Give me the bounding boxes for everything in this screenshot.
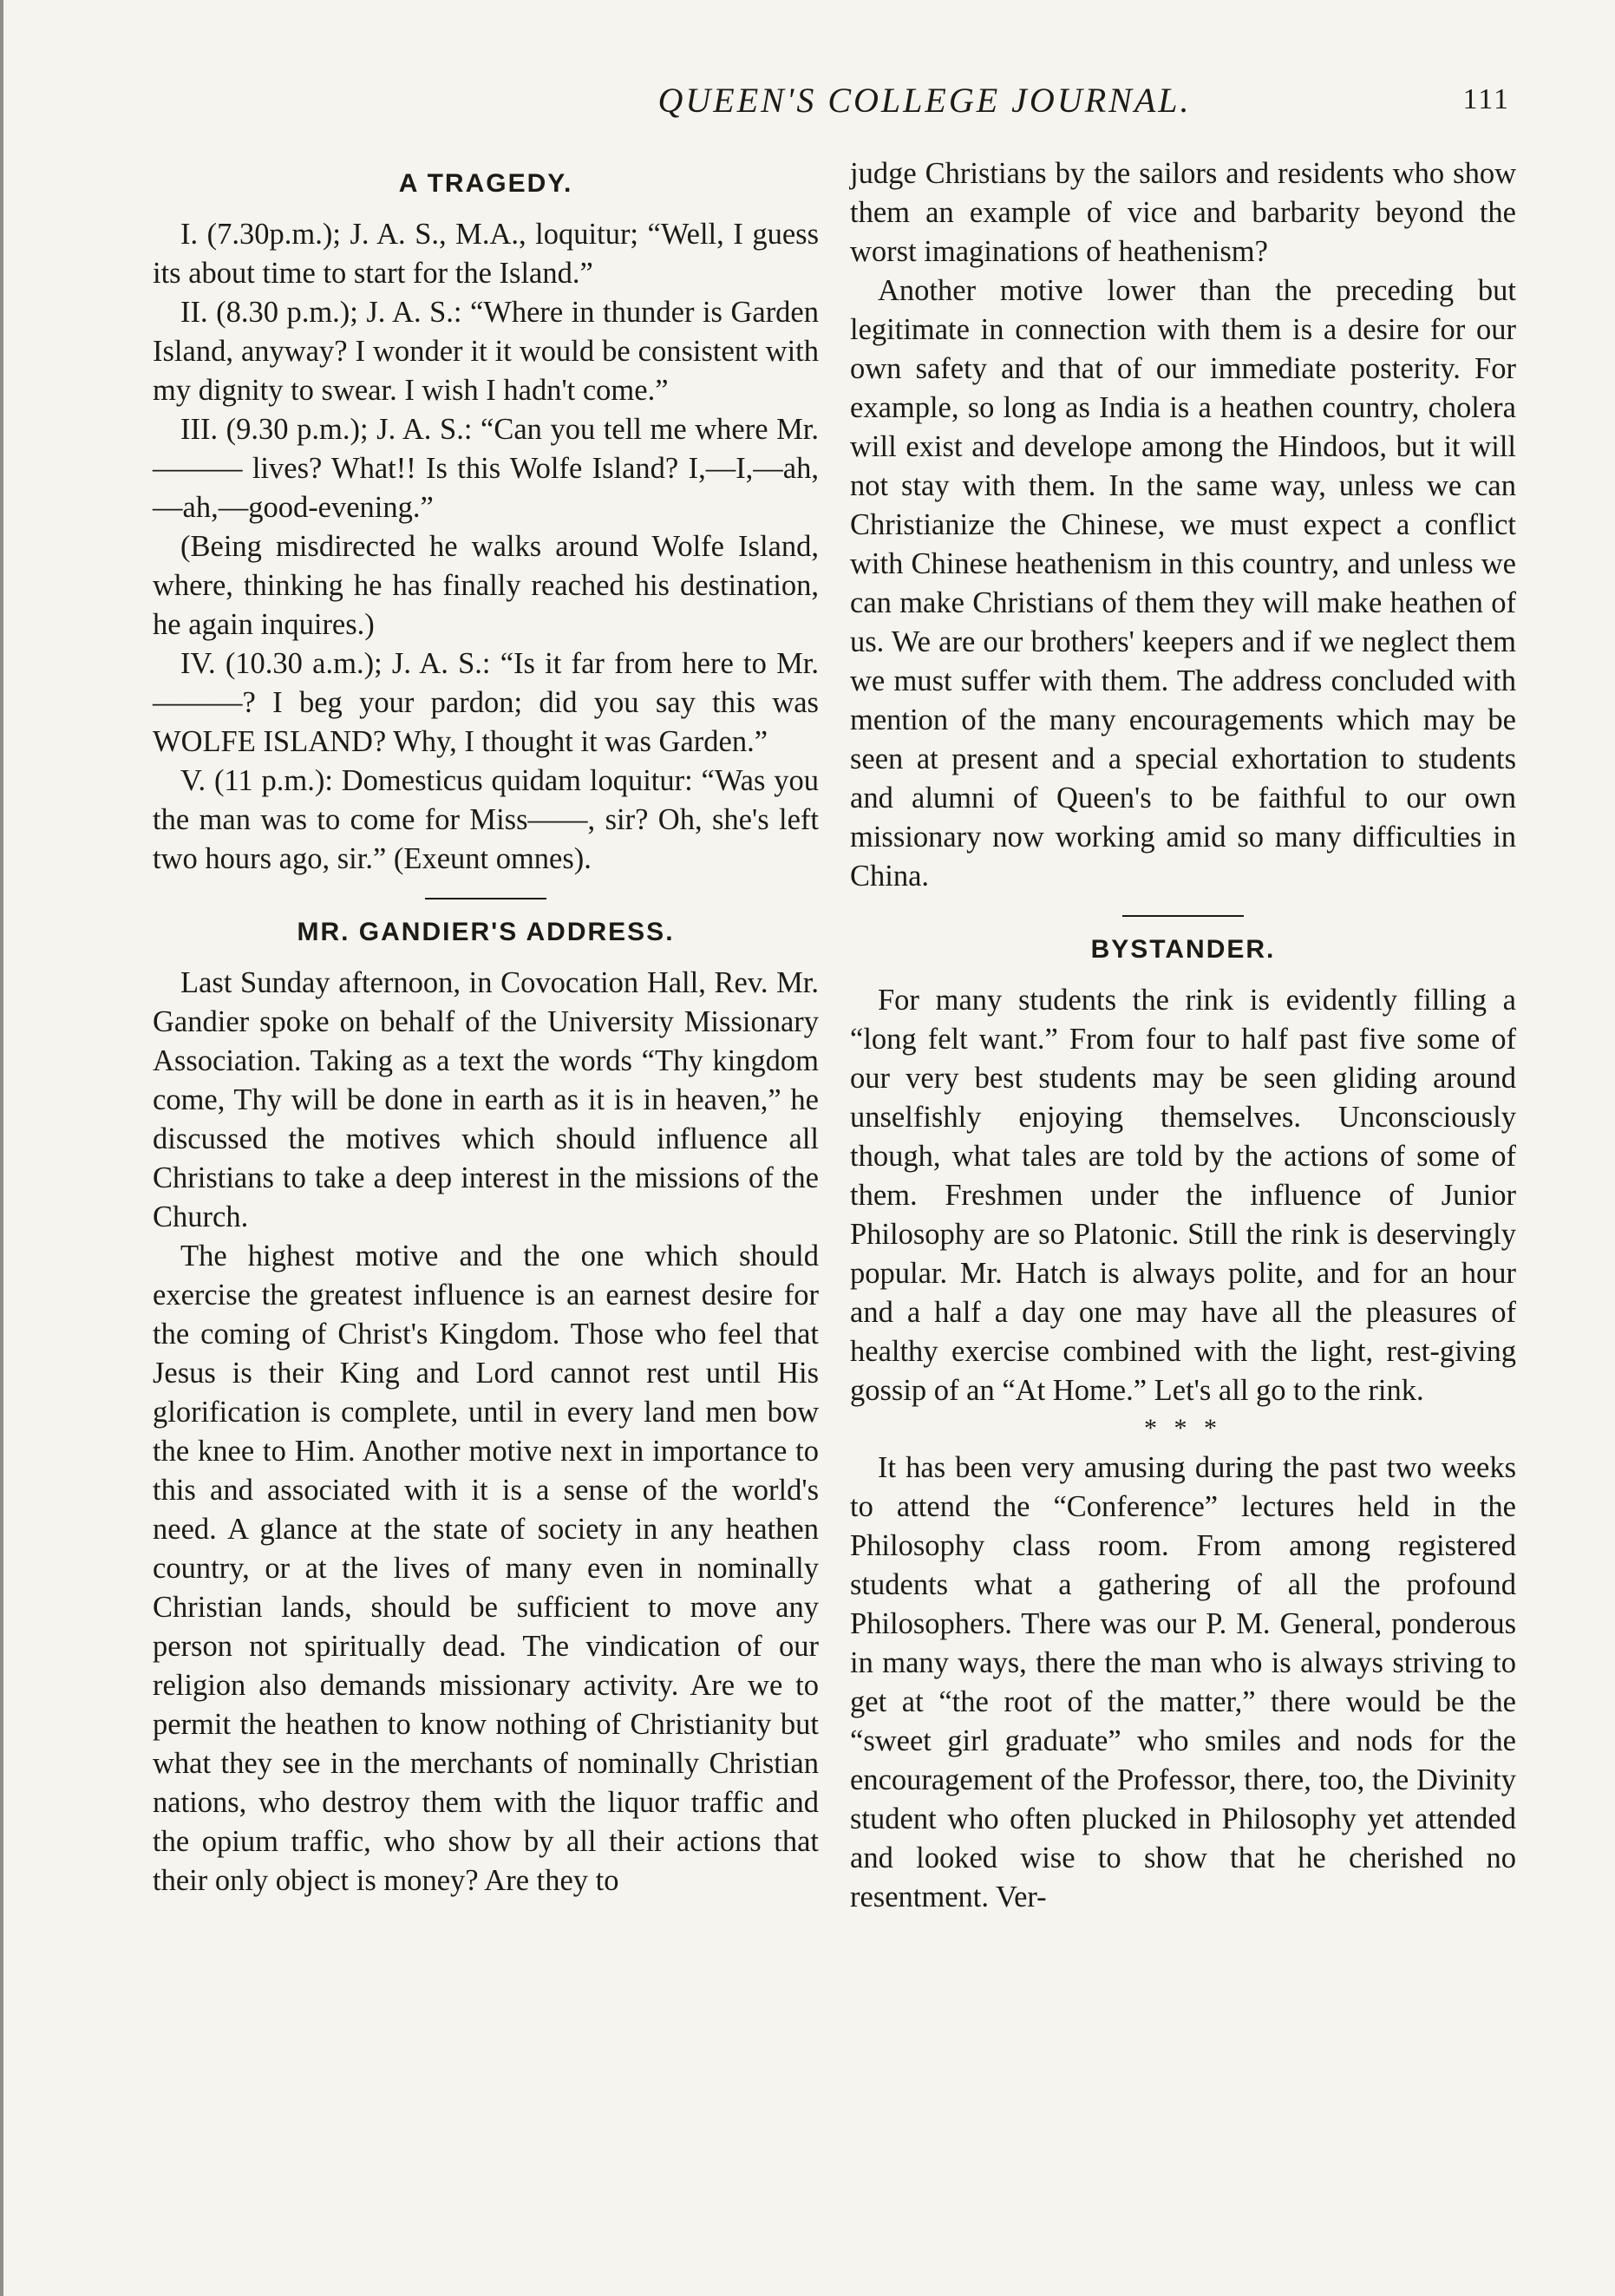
bystander-paragraph: For many students the rink is evidently filling a “long felt want.” From four to half past five some of our very best students may be seen gliding around unselfishly enjoying themselves. Unconsciously though, what tales are told by the actions of some of them. Freshmen under the influence of Junior Philosophy are so Platonic. Still the rink is deservingly popular. Mr. Hatch is always polite, and for an hour and a half a day one may have all the pleasures of healthy exercise combined with the light, rest-giving gossip of an “At Home.” Let's all go to the rink. [850, 984, 1516, 1407]
gandier-paragraph: The highest motive and the one which should exercise the greatest influence is an earnest desire for the coming of Christ's Kingdom. Those who feel that Jesus is their King and Lord cannot rest until His glorification is complete, until in every land men bow the knee to Him. Another motive next in importance to this and associated with it is a sense of the world's need. A glance at the state of society in any heathen country, or at the lives of many even in nominally Christian lands, should be sufficient to move any person not spiritually dead. The vindication of our religion also demands missionary activity. Are we to permit the heathen to know nothing of Christianity but what they see in the merchants of nominally Christian nations, who destroy them with the liquor traffic and the opium traffic, who show by all their actions that their only object is money? Are they to [153, 1240, 819, 1897]
asterism-separator: * * * [1144, 1414, 1222, 1442]
tragedy-paragraph: I. (7.30p.m.); J. A. S., M.A., loquitur; “Well, I guess its about time to start for the Island.” [153, 218, 819, 290]
journal-title: QUEEN'S COLLEGE JOURNAL. [657, 81, 1192, 120]
tragedy-paragraph: IV. (10.30 a.m.); J. A. S.: “Is it far from here to Mr. ———? I beg your pardon; did you say this was WOLFE ISLAND? Why, I thought it was Garden.” [153, 647, 819, 758]
gandier-paragraph: Last Sunday afternoon, in Covocation Hall, Rev. Mr. Gandier spoke on behalf of the University Missionary Association. Taking as a text the words “Thy kingdom come, Thy will be done in earth as it is in heaven,” he discussed the motives which should influence all Christians to take a deep interest in the missions of the Church. [153, 966, 819, 1233]
gandier-address-title: MR. GANDIER'S ADDRESS. [297, 918, 675, 946]
tragedy-paragraph: (Being misdirected he walks around Wolfe Island, where, thinking he has finally reached his destination, he again inquires.) [153, 530, 819, 641]
bystander-paragraph: It has been very amusing during the past two weeks to attend the “Conference” lectures held in the Philosophy class room. From among registered students what a gathering of all the profound Philosophers. There was our P. M. General, ponderous in many ways, there the man who is always striving to get at “the root of the matter,” there would be the “sweet girl graduate” who smiles and nods for the encouragement of the Professor, there, too, the Divinity student who often plucked in Philosophy yet attended and looked wise to show that he cherished no resentment. Ver- [850, 1451, 1516, 1913]
section-divider [425, 898, 546, 899]
gandier-continued-paragraph: judge Christians by the sailors and residents who show them an example of vice and barbarity beyond the worst imaginations of heathenism? [850, 157, 1516, 268]
right-column [850, 154, 1516, 1917]
tragedy-paragraph: V. (11 p.m.): Domesticus quidam loquitur: “Was you the man was to come for Miss——, sir? Oh, she's left two hours ago, sir.” (Exeunt omnes). [153, 764, 819, 875]
tragedy-title: A TRAGEDY. [398, 169, 573, 198]
page-header [153, 80, 1510, 123]
tragedy-paragraph: III. (9.30 p.m.); J. A. S.: “Can you tell me where Mr. ——— lives? What!! Is this Wolfe Island? I,—I,—ah,—ah,—good-evening.” [153, 413, 819, 524]
gandier-continued-paragraph: Another motive lower than the preceding but legitimate in connection with them is a desire for our own safety and that of our immediate posterity. For example, so long as India is a heathen country, cholera will exist and develope among the Hindoos, but it will not stay with them. In the same way, unless we can Christianize the Chinese, we must expect a conflict with Chinese heathenism in this country, and unless we can make Christians of them they will make heathen of us. We are our brothers' keepers and if we neglect them we must suffer with them. The address concluded with mention of the many encouragements which may be seen at present and a special exhortation to students and alumni of Queen's to be faithful to our own missionary now working amid so many difficulties in China. [850, 274, 1516, 893]
page-number: 111 [1462, 83, 1510, 115]
left-column [153, 154, 819, 1900]
tragedy-paragraph: II. (8.30 p.m.); J. A. S.: “Where in thunder is Garden Island, anyway? I wonder it it would be consistent with my dignity to swear. I wish I hadn't come.” [153, 296, 819, 407]
bystander-title: BYSTANDER. [1090, 935, 1276, 964]
page-binding-edge [0, 0, 3, 2296]
section-divider [1122, 915, 1244, 917]
